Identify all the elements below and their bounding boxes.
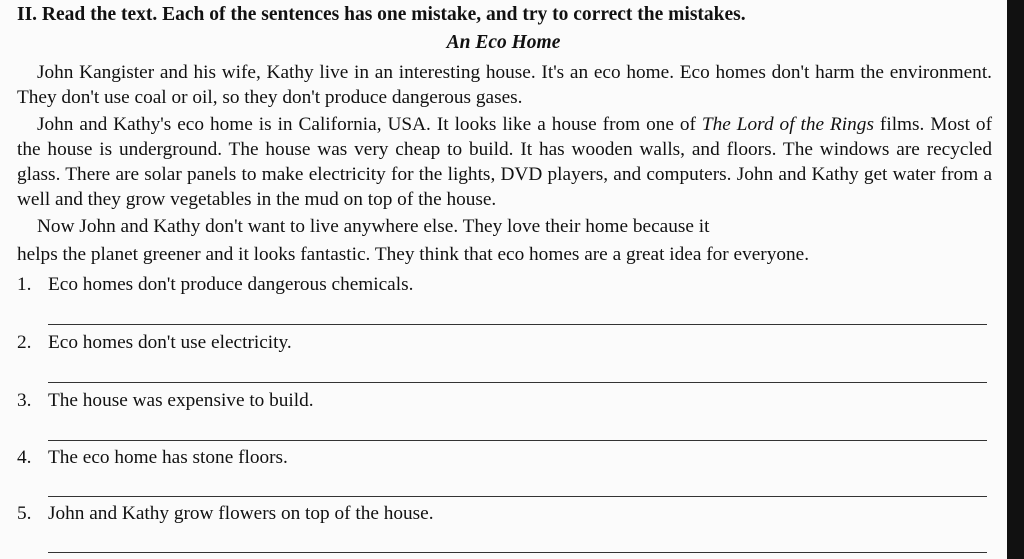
question-3: [17, 390, 314, 412]
paragraph-1: [17, 60, 992, 110]
paragraph-2-text-b: films. Most of the house is underground. The house was very cheap to build. It has wooden walls, and floors. The windows are recycled glass. There are solar panels to make electricity for the lights, DVD players, and computers. John and Kathy get water from a well and they grow vegetables in the mud on top of the house.: [17, 114, 992, 210]
exercise-instruction: II. Read the text. Each of the sentences has one mistake, and try to correct the mistakes.: [17, 4, 746, 25]
question-2: [17, 332, 292, 354]
paragraph-2: [17, 112, 992, 212]
question-number: 3.: [17, 390, 32, 411]
question-number: 2.: [17, 332, 32, 353]
question-number: 5.: [17, 503, 32, 524]
paragraph-3-line-2: helps the planet greener and it looks fantastic. They think that eco homes are a great idea for everyone.: [17, 244, 810, 265]
paragraph-2-text-a: John and Kathy's eco home is in California, USA. It looks like a house from one of: [37, 114, 702, 135]
film-title: The Lord of the Rings: [701, 114, 874, 135]
answer-line-5[interactable]: [48, 552, 987, 553]
question-text: John and Kathy grow flowers on top of the house.: [48, 503, 434, 524]
paragraph-1-text: John Kangister and his wife, Kathy live in an interesting house. It's an eco home. Eco homes don't harm the environment. They don't use coal or oil, so they don't produce dangerous gases.: [17, 62, 992, 108]
question-text: Eco homes don't produce dangerous chemicals.: [48, 274, 414, 295]
text-title: An Eco Home: [446, 32, 561, 53]
answer-line-4[interactable]: [48, 496, 987, 497]
question-number: 1.: [17, 274, 32, 295]
question-1: [17, 274, 413, 296]
question-text: The house was expensive to build.: [48, 390, 314, 411]
answer-line-1[interactable]: [48, 324, 987, 325]
question-text: The eco home has stone floors.: [48, 447, 288, 468]
question-4: [17, 447, 288, 469]
answer-line-2[interactable]: [48, 382, 987, 383]
paragraph-3-line-1: Now John and Kathy don't want to live anywhere else. They love their home because it: [37, 216, 710, 237]
screen-edge: [1007, 0, 1024, 559]
answer-line-3[interactable]: [48, 440, 987, 441]
question-5: [17, 503, 434, 525]
question-number: 4.: [17, 447, 32, 468]
question-text: Eco homes don't use electricity.: [48, 332, 292, 353]
